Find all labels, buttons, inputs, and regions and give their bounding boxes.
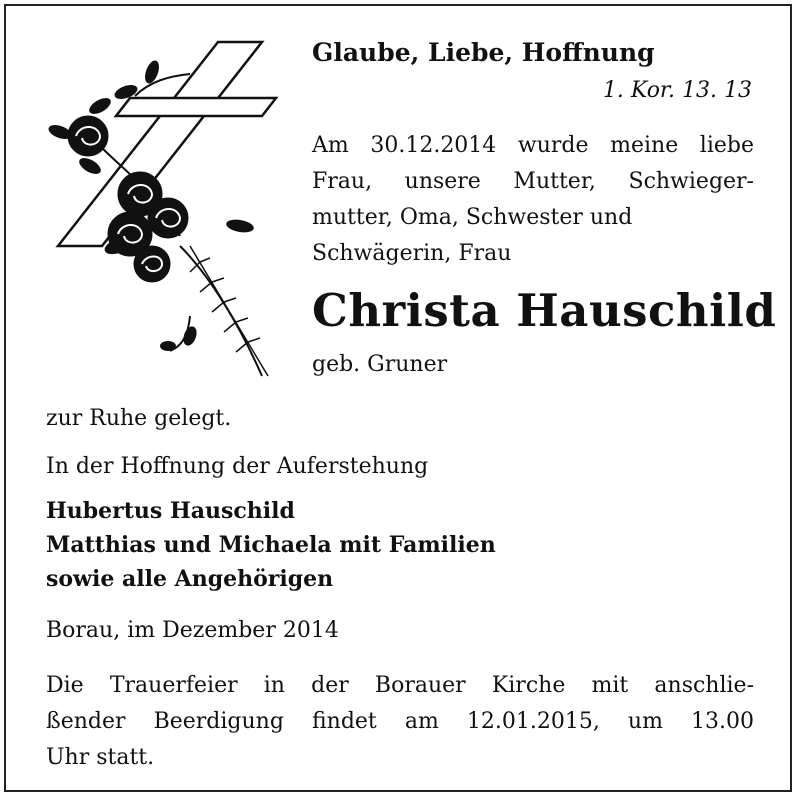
- maiden-name: geb. Gruner: [312, 352, 448, 377]
- funeral-line: ßender Beerdigung findet am 12.01.2015, um 13.00: [46, 709, 754, 734]
- intro-line: Frau, unsere Mutter, Schwieger-: [312, 169, 754, 194]
- cross-with-roses-icon: [40, 36, 280, 386]
- place-date: Borau, im Dezember 2014: [46, 618, 339, 643]
- mourner-entry: sowie alle Angehörigen: [46, 566, 334, 592]
- intro-line: Schwägerin, Frau: [312, 241, 512, 266]
- intro-line: mutter, Oma, Schwester und: [312, 205, 633, 230]
- deceased-name: Christa Hauschild: [312, 284, 777, 337]
- mourners-list: [46, 494, 496, 596]
- intro-line: Am 30.12.2014 wurde meine liebe: [312, 133, 754, 158]
- funeral-line: Uhr statt.: [46, 745, 155, 770]
- scripture-title: Glaube, Liebe, Hoffnung: [312, 38, 655, 67]
- hope-line: In der Hoffnung der Auferstehung: [46, 454, 429, 479]
- scripture-reference: 1. Kor. 13. 13: [602, 78, 752, 103]
- funeral-line: Die Trauerfeier in der Borauer Kirche mit anschlie-: [46, 673, 754, 698]
- rest-line: zur Ruhe gelegt.: [46, 406, 232, 431]
- intro-text: [312, 128, 754, 272]
- mourner-entry: Hubertus Hauschild: [46, 498, 295, 524]
- funeral-text: [46, 668, 754, 776]
- mourner-entry: Matthias und Michaela mit Familien: [46, 532, 496, 558]
